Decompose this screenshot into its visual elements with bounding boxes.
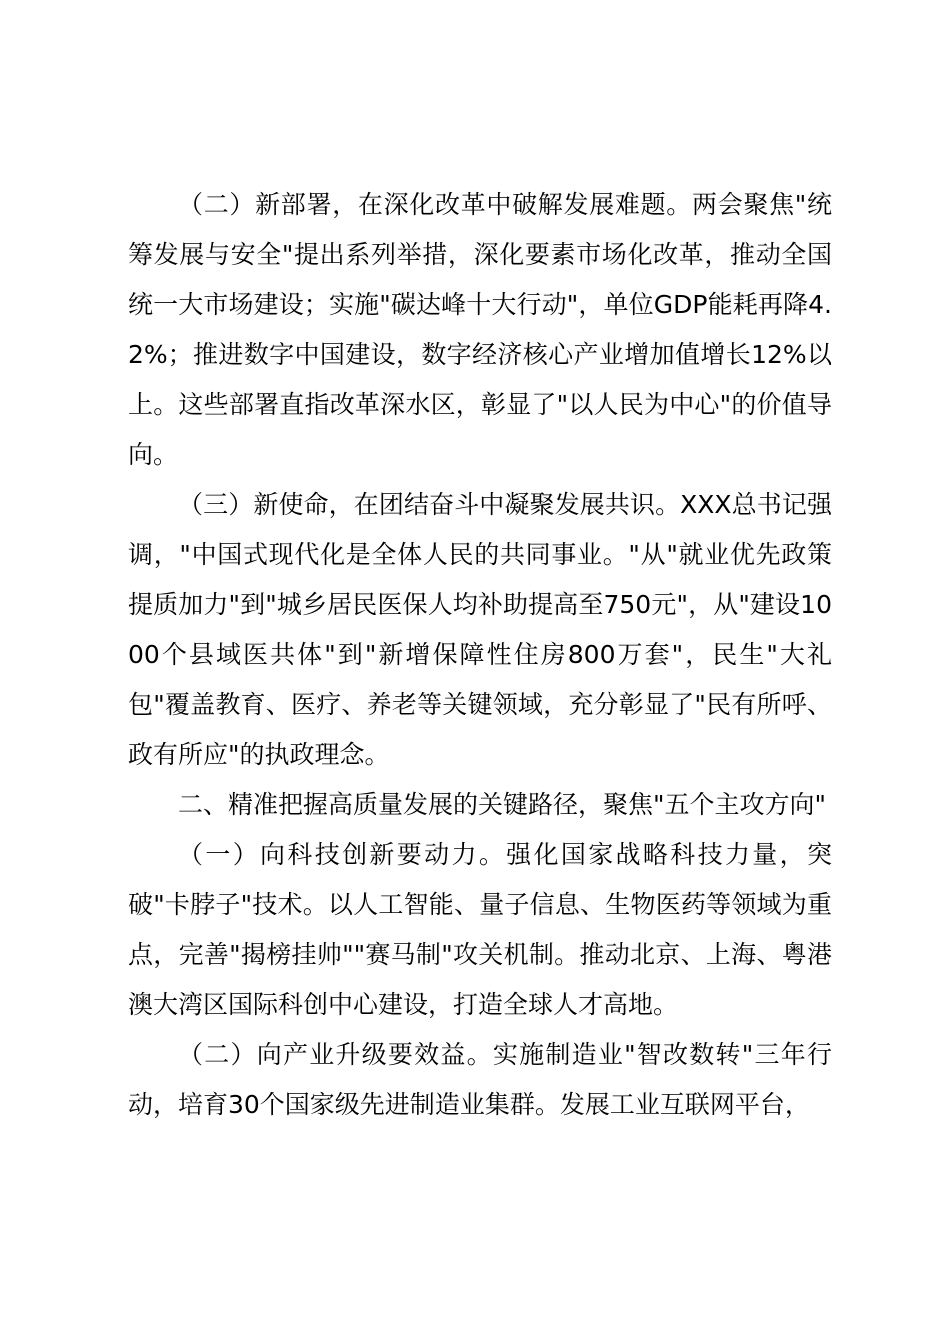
paragraph-new-mission: （三）新使命，在团结奋斗中凝聚发展共识。XXX总书记强调，"中国式现代化是全体人民的共同事业。"从"就业优先政策提质加力"到"城乡居民医保人均补助提高至750元"，从"建设1000个县域医共体"到"新增保障性住房800万套"，民生"大礼包"覆盖教育、医疗、养老等关键领域，充分彰显了"民有所呼、政有所应"的执政理念。	[128, 490, 832, 769]
paragraph-tech-innovation: （一）向科技创新要动力。强化国家战略科技力量，突破"卡脖子"技术。以人工智能、量子信息、生物医药等领域为重点，完善"揭榜挂帅""赛马制"攻关机制。推动北京、上海、粤港澳大湾区国际科创中心建设，打造全球人才高地。	[128, 840, 832, 1019]
paragraph-industrial-upgrade: （二）向产业升级要效益。实施制造业"智改数转"三年行动，培育30个国家级先进制造业集群。发展工业互联网平台，	[128, 1040, 832, 1119]
section-heading-key-paths: 二、精准把握高质量发展的关键路径，聚焦"五个主攻方向"	[178, 790, 827, 819]
document-body	[128, 180, 832, 1130]
paragraph-new-deployment: （二）新部署，在深化改革中破解发展难题。两会聚焦"统筹发展与安全"提出系列举措，深化要素市场化改革，推动全国统一大市场建设；实施"碳达峰十大行动"，单位GDP能耗再降4.2%；推进数字中国建设，数字经济核心产业增加值增长12%以上。这些部署直指改革深水区，彰显了"以人民为中心"的价值导向。	[128, 190, 832, 469]
